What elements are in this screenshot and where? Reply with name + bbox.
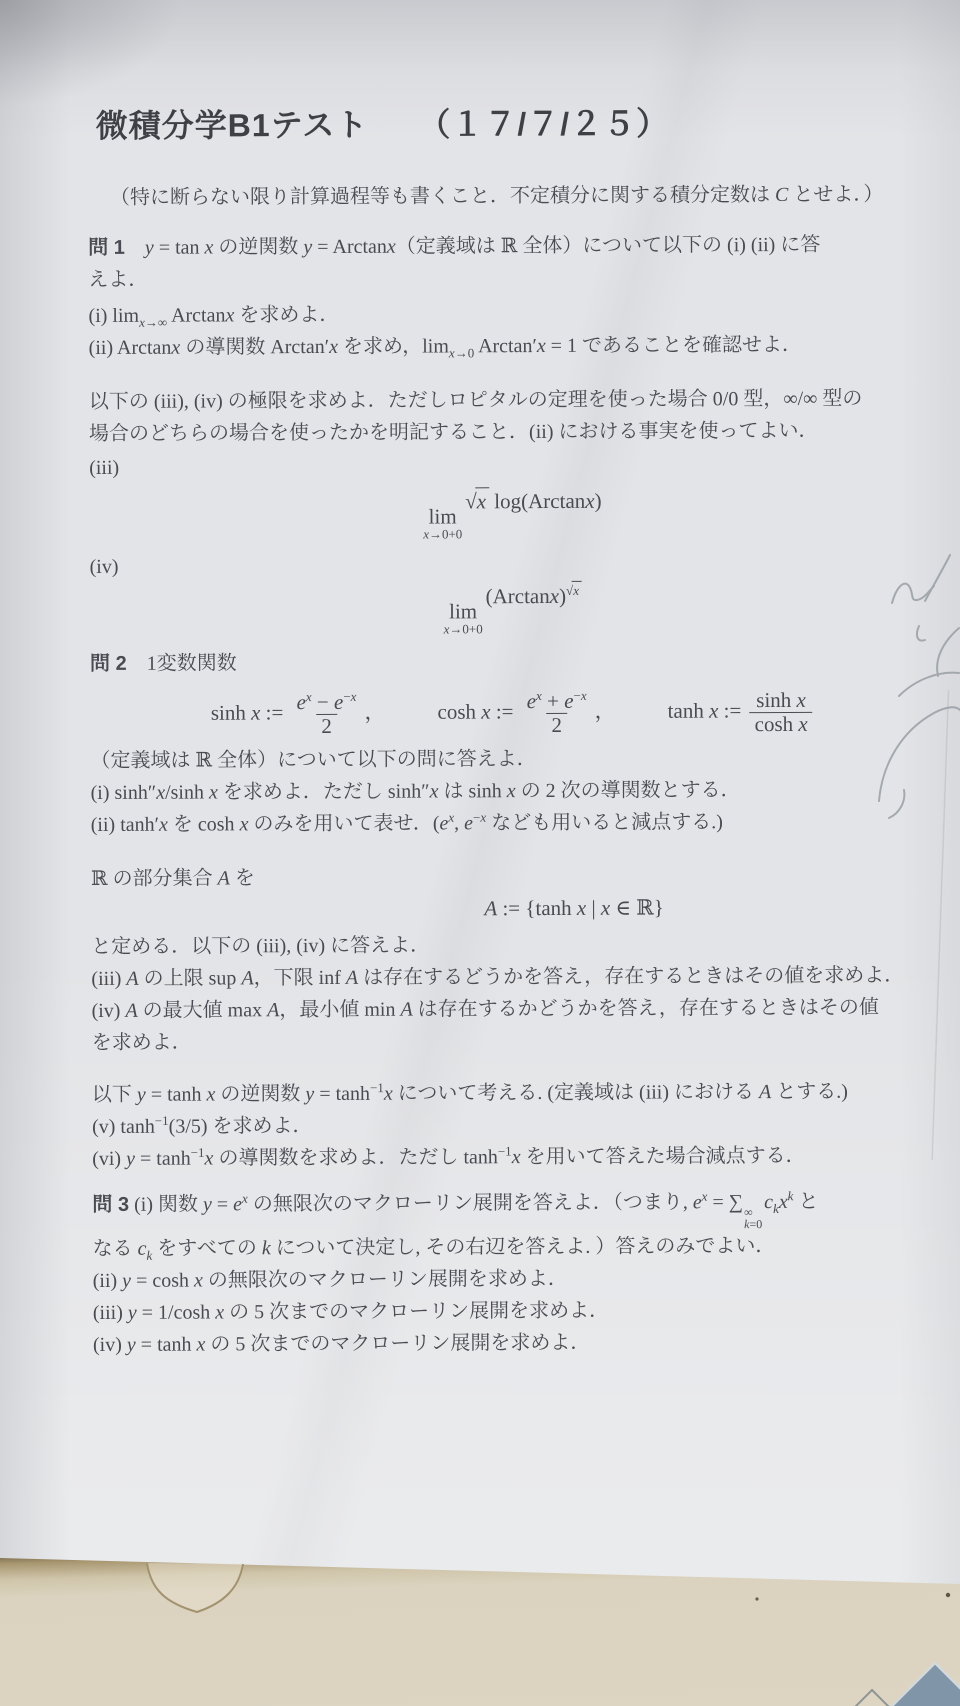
q2-inverse-line: 以下 y = tanh x の逆関数 $y = \tanh^{-1}x$ について考える. (定義域は (iii) における A とする.) — [91, 1080, 848, 1107]
note-line: （特に断らない限り計算過程等も書くこと．不定積分に関する積分定数は C とせよ．） — [109, 183, 884, 209]
q2-item-iv: (iv) A の最大値 max A，最小値 min A は存在するかどうかを答え，存在するときはその値 — [91, 996, 879, 1023]
definition-formula: cosh x := $\frac{e^x + e^{-x}}{2}$ ， — [437, 687, 616, 737]
q1-item-i: (i) $\lim_{x\to\infty} Arctanx$ を求めよ． — [88, 303, 340, 330]
q1-line-2: えよ． — [88, 268, 149, 292]
q1-iv-label: (iv) — [89, 555, 119, 579]
q2-definitions — [90, 688, 936, 739]
q1-item-ii: (ii) Arctanx の導関数 Arctan′x を求め，$\lim_{x\to 0} Arctan'x = 1$ であることを確認せよ． — [88, 333, 803, 361]
q2-subset-line: ℝ の部分集合 A を — [90, 867, 255, 891]
definition-formula: tanh x := $\frac{\text{sinh x}}{\text{cosh x}}$ — [668, 689, 816, 737]
q2-set-display: A := {tanh x | x ∈ ℝ} — [484, 895, 664, 921]
q2-teigi-line: （定義域は ℝ 全体）について以下の問に答えよ． — [90, 748, 537, 773]
definition-formula: sinh x := $\frac{e^x - e^{-x}}{2}$ ， — [210, 688, 386, 738]
q3-item-ii: (ii) y = cosh x の無限次のマクローリン展開を求めよ． — [92, 1267, 568, 1292]
q2-item-i: (i) sinh″x/sinh x を求めよ．ただし sinh″x は sinh x の 2 次の導関数とする． — [90, 779, 741, 805]
q2-header: 問 2 1変数関数 — [89, 652, 237, 676]
q2-item-iii: (iii) A の上限 sup A，下限 inf A は存在するどうかを答え，存在するときはその値を求めよ． — [91, 964, 905, 991]
q2-item-vi: (vi) $y = \tanh^{-1}x$ の導関数を求めよ．ただし $\tanh^{-1}x$ を用いて答えた場合減点する． — [92, 1143, 806, 1170]
q1-iii-formula: lim x→0+0 √x log(Arctanx) — [423, 488, 602, 542]
q2-item-ii: (ii) tanh′x を cosh x のみを用いて表せ．($e^x$, $e^{-x}$ なども用いると減点する.) — [90, 809, 723, 837]
q3-line-1: 問 3 (i) 関数 $y = e^x$ の無限次のマクローリン展開を答えよ．（つまり, $e^x$ = ∑ ∞ k=0 $c_kx^k$ と — [92, 1188, 819, 1232]
q1-iv-formula: lim x→0+0 $(Arctanx)^{√x}$ — [90, 581, 936, 638]
doc-title: 微積分学B1テスト （１７/７/２５） — [95, 105, 670, 144]
q2-sadameru-line: と定める．以下の (iii), (iv) に答えよ． — [91, 934, 431, 959]
q1-para-2: 場合のどちらの場合を使ったかを明記すること．(ii) における事実を使ってよい． — [88, 419, 819, 446]
q3-item-iv: (iv) y = tanh x の 5 次までのマクローリン展開を求めよ． — [92, 1331, 591, 1356]
q2-item-v: (v) $\tanh^{-1}(3/5)$ を求めよ． — [91, 1113, 313, 1138]
q3-line-2: なる $c_k$ をすべての k について決定し, その右辺を答えよ. ）答えのみでよい． — [92, 1235, 776, 1263]
q2-item-iv-cont: を求めよ． — [91, 1031, 192, 1055]
q1-para-1: 以下の (iii), (iv) の極限を求めよ．ただしロピタルの定理を使った場合 0/0 型，∞/∞ 型の — [88, 387, 863, 414]
q3-item-iii: (iii) y = 1/cosh x の 5 次までのマクローリン展開を求めよ． — [92, 1299, 610, 1324]
q1-line-1: 問 1 y = tan x の逆関数 y = Arctanx（定義域は ℝ 全体）について以下の (i) (ii) に答 — [88, 233, 821, 260]
q1-iii-label: (iii) — [89, 456, 120, 480]
